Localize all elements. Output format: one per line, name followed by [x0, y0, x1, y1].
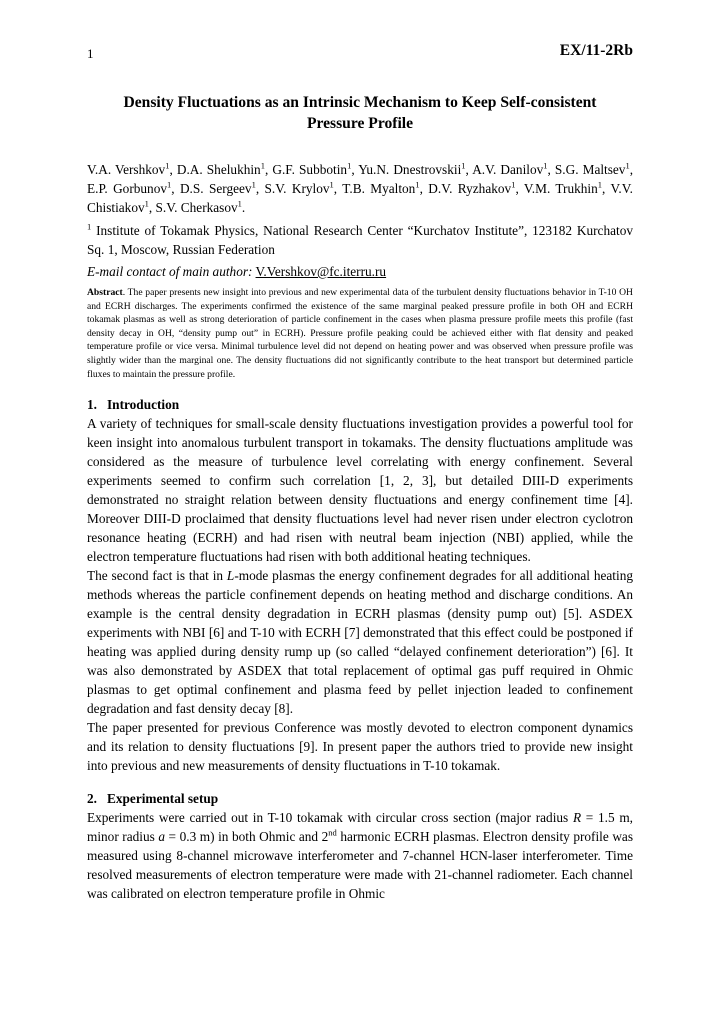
affiliation-superscript: 1 — [87, 221, 92, 232]
author-name: D.A. Shelukhin — [176, 162, 261, 177]
abstract — [87, 286, 633, 381]
author-name: V.M. Trukhin — [523, 181, 598, 196]
section-title: Experimental setup — [107, 791, 219, 807]
author-list — [87, 160, 633, 217]
paper-page — [87, 42, 633, 903]
paragraph-4 — [87, 808, 633, 903]
title-line-1: Density Fluctuations as an Intrinsic Mechanism to Keep Self-consistent — [123, 94, 597, 111]
abstract-label: Abstract — [87, 287, 123, 298]
title-line-2: Pressure Profile — [306, 115, 414, 132]
author-separator: , — [169, 162, 177, 177]
author-name: V.A. Vershkov — [87, 162, 166, 177]
author-affiliation-superscript: 1 — [511, 179, 516, 190]
paragraph-4-text-b: = 1.5 m, minor radius — [87, 810, 633, 845]
author-name: T.B. Myalton — [342, 181, 416, 196]
author-affiliation-superscript: 1 — [237, 198, 242, 209]
author-affiliation-superscript: 1 — [415, 179, 420, 190]
author-separator: , — [419, 181, 429, 196]
section-number: 2. — [87, 791, 97, 807]
paragraph-1: A variety of techniques for small-scale density fluctuations investigation provides a powerful tool for keen insight into anomalous turbulent transport in tokamaks. The density fluctuations amplitude was considered as the measure of turbulence level correlating with energy confinement. Several experiments seemed to confirm such correlation [1, 2, 3], but detailed DIII-D experiments demonstrated no straight relation between density fluctuations and energy confinement time [4]. Moreover DIII-D proclaimed that density fluctuations level had never risen under electron cyclotron resonance heating (ECRH) and had risen with neutral beam injection (NBI) applied, while the electron temperature fluctuations had risen with both additional heating techniques. — [87, 416, 633, 565]
author-separator: , — [602, 181, 611, 196]
author-affiliation-superscript: 1 — [625, 160, 630, 171]
author-separator: , — [547, 162, 555, 177]
author-affiliation-superscript: 1 — [251, 179, 256, 190]
section-heading-experimental-setup — [87, 789, 633, 808]
author-name: G.F. Subbotin — [272, 162, 348, 177]
author-separator: , — [465, 162, 473, 177]
author-affiliation-superscript: 1 — [260, 160, 265, 171]
author-affiliation-superscript: 1 — [543, 160, 548, 171]
section-number: 1. — [87, 397, 97, 413]
page-header — [87, 42, 633, 66]
author-affiliation-superscript: 1 — [329, 179, 334, 190]
author-name: S.V. Krylov — [264, 181, 330, 196]
paragraph-4-superscript-nd: nd — [328, 827, 337, 838]
affiliation-text: Institute of Tokamak Physics, National Research Center “Kurchatov Institute”, 123182 Kurchatov Sq. 1, Moscow, Russian Federation — [87, 223, 633, 257]
page-number: 1 — [87, 46, 94, 61]
paragraph-3: The paper presented for previous Conference was mostly devoted to electron component dynamics and its relation to density fluctuations [9]. In present paper the authors tried to provide new insight into previous and new measurements of density fluctuations in T-10 tokamak. — [87, 720, 633, 774]
author-affiliation-superscript: 1 — [144, 198, 149, 209]
author-affiliation-superscript: 1 — [167, 179, 172, 190]
paragraph-2-text-a: The second fact is that in — [87, 568, 227, 584]
contact-label: E-mail contact of main author: — [87, 264, 253, 279]
section-heading-introduction — [87, 395, 633, 414]
author-name: S.V. Cherkasov — [155, 200, 238, 215]
author-name: A.V. Danilov — [472, 162, 544, 177]
author-separator: . — [241, 200, 246, 215]
section-title: Introduction — [107, 397, 180, 413]
author-separator: , — [255, 181, 265, 196]
author-name: S.G. Maltsev — [554, 162, 626, 177]
paragraph-2 — [87, 566, 633, 718]
paper-code: EX/11-2Rb — [559, 42, 633, 59]
abstract-text: . The paper presents new insight into previous and new experimental data of the turbulent density fluctuations behavior in T-10 OH and ECRH discharges. The experiments confirmed the existence of the same marginal peaked pressure profile in both OH and ECRH tokamak plasmas as well as strong deterioration of particle confinement in the cases when plasma pressure profile meets this profile (fast density decay in OH, “density pump out” in ECRH). Pressure profile peaking could be achieved either with flat density and peaked temperature profile or vice versa. Minimal turbulence level did not depend on heating power and was observed when pressure profile was slightly wider than the marginal one. The density fluctuations did not significantly contribute to the heat transport but determined particle fluxes to maintain the pressure profile. — [87, 287, 633, 380]
author-name: V.V. Chistiakov — [87, 181, 633, 215]
author-separator: , — [351, 162, 359, 177]
author-name: D.S. Sergeev — [179, 181, 252, 196]
paper-title — [87, 92, 633, 134]
paragraph-2-text-b: -mode plasmas the energy confinement degrades for all additional heating methods whereas the particle confinement depends on heating method and discharge conditions. An example is the central density degradation in ECRH plasmas (density pump out) [5]. ASDEX experiments with NBI [6] and T-10 with ECRH [7] demonstrated that this effect could be postponed if heating was applied during density rump up (so called “delayed confinement deterioration”) [6]. It was also demonstrated by ASDEX that total replacement of optimal gas puff required in Ohmic plasmas to get optimal confinement and plasma feed by pellet injection leaded to confinement degradation and fast density decay [8]. — [87, 568, 633, 717]
contact-email-link[interactable]: V.Vershkov@fc.iterru.ru — [255, 264, 387, 279]
paragraph-4-text-d: harmonic ECRH plasmas. Electron density profile was measured using 8-channel microwave interferometer and 7-channel HCN-laser interferometer. Time resolved measurements of electron temperature were made with 21-channel radiometer. Each channel was calibrated on electron temperature profile in Ohmic — [87, 829, 633, 902]
paragraph-4-italic-R: R — [572, 810, 582, 826]
author-separator: , — [515, 181, 524, 196]
author-affiliation-superscript: 1 — [165, 160, 170, 171]
author-separator: , — [264, 162, 273, 177]
author-separator: , — [171, 181, 180, 196]
author-name: Yu.N. Dnestrovskii — [358, 162, 462, 177]
author-affiliation-superscript: 1 — [597, 179, 603, 190]
author-affiliation-superscript: 1 — [347, 160, 352, 171]
paragraph-4-italic-a: a — [158, 829, 166, 845]
author-separator: , — [333, 181, 343, 196]
author-affiliation-superscript: 1 — [461, 160, 466, 171]
paragraph-2-italic-L: L — [226, 568, 235, 584]
author-separator: , — [148, 200, 156, 215]
paragraph-4-text-c: = 0.3 m) in both Ohmic and 2 — [165, 829, 329, 845]
paragraph-4-text-a: Experiments were carried out in T-10 tokamak with circular cross section (major radius — [87, 810, 573, 826]
author-name: E.P. Gorbunov — [87, 181, 167, 196]
affiliation — [87, 221, 633, 259]
author-name: D.V. Ryzhakov — [428, 181, 512, 196]
contact-line — [87, 262, 633, 281]
author-separator: , — [629, 162, 634, 177]
